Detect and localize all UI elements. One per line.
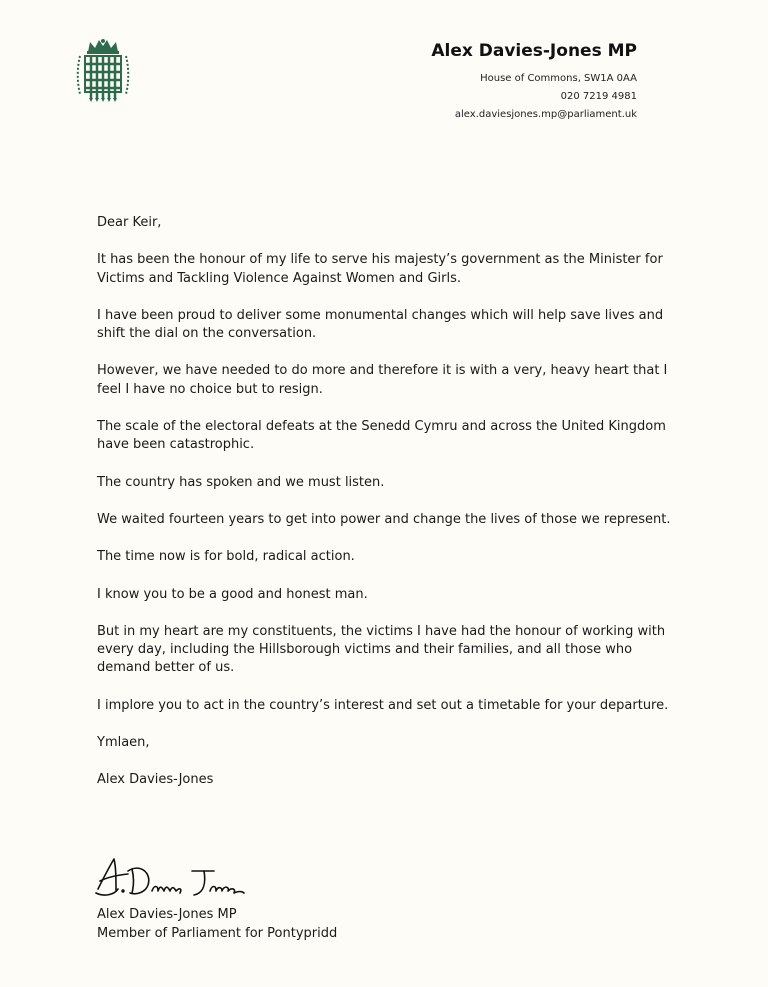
letter-body: [97, 214, 677, 809]
paragraph: The country has spoken and we must listen.: [97, 474, 385, 490]
portcullis-icon: [74, 38, 132, 102]
letterhead: [431, 40, 637, 124]
signoff: Ymlaen,: [97, 735, 150, 751]
paragraph: I know you to be a good and honest man.: [97, 586, 368, 602]
paragraph: We waited fourteen years to get into power and change the lives of those we represent.: [97, 511, 671, 527]
paragraph: The scale of the electoral defeats at the Senedd Cymru and across the United Kingdom have been catastrophic.: [97, 419, 666, 453]
signature-block: [97, 906, 337, 943]
salutation: Dear Keir,: [97, 215, 162, 230]
sender-name: Alex Davies-Jones MP: [431, 41, 637, 61]
paragraph: I have been proud to deliver some monumental changes which will help save lives and shift the dial on the conversation.: [97, 307, 664, 342]
paragraph: I implore you to act in the country’s interest and set out a timetable for your departure.: [97, 697, 669, 713]
footer-title: Member of Parliament for Pontypridd: [97, 925, 338, 941]
sender-email: alex.daviesjones.mp@parliament.uk: [454, 109, 637, 120]
paragraph: It has been the honour of my life to serve his majesty’s government as the Minister for Victims and Tackling Violence Against Women and Girls.: [97, 252, 663, 286]
handwritten-signature: [94, 853, 246, 899]
paragraph: The time now is for bold, radical action.: [97, 549, 355, 565]
signoff-name: Alex Davies-Jones: [97, 772, 214, 788]
paragraph: But in my heart are my constituents, the victims I have had the honour of working with every day, including the Hillsborough victims and their families, and all those who demand better of us.: [97, 623, 666, 676]
paragraph: However, we have needed to do more and therefore it is with a very, heavy heart that I feel I have no choice but to resign.: [97, 363, 668, 397]
footer-name: Alex Davies-Jones MP: [97, 907, 237, 922]
sender-phone: 020 7219 4981: [560, 91, 637, 102]
sender-address: House of Commons, SW1A 0AA: [480, 73, 637, 84]
